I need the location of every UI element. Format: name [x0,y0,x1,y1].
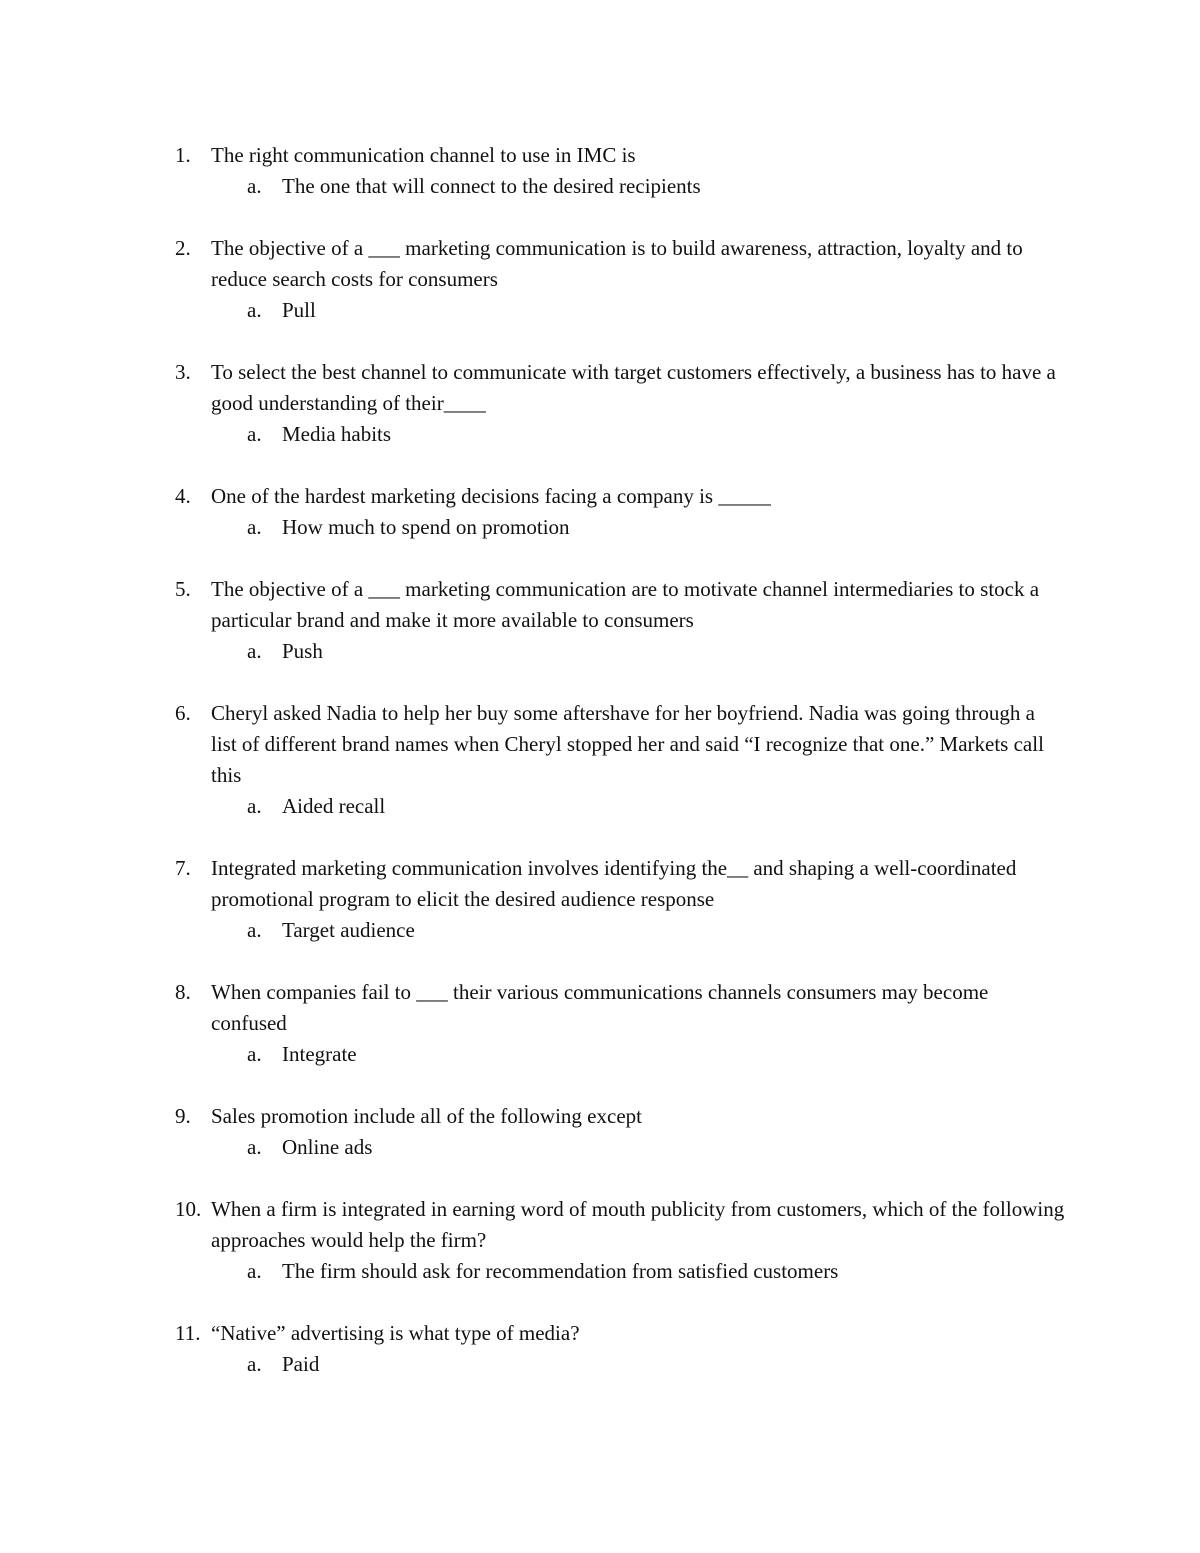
question-line [175,233,1075,295]
question-line [175,574,1075,636]
question-item [175,698,1075,822]
answer-line [175,1039,1075,1070]
question-item [175,233,1075,326]
question-text: Sales promotion include all of the following except [211,1104,642,1128]
answer-letter: a. [247,794,262,818]
question-number: 5. [175,577,191,601]
answer-letter: a. [247,1135,262,1159]
answer-letter: a. [247,515,262,539]
question-text: The right communication channel to use in IMC is [211,143,636,167]
question-item [175,140,1075,202]
answer-letter: a. [247,918,262,942]
answer-text: Integrate [282,1042,357,1066]
question-text: One of the hardest marketing decisions facing a company is _____ [211,484,771,508]
question-number: 2. [175,236,191,260]
question-line [175,698,1075,791]
question-line [175,140,1075,171]
question-number: 3. [175,360,191,384]
answer-line [175,1256,1075,1287]
answer-letter: a. [247,1042,262,1066]
answer-letter: a. [247,174,262,198]
answer-text: Online ads [282,1135,373,1159]
question-line [175,481,1075,512]
answer-text: Media habits [282,422,392,446]
question-text: The objective of a ___ marketing communication is to build awareness, attraction, loyalty and to reduce search costs for consumers [211,236,1023,291]
answer-line [175,295,1075,326]
question-item [175,357,1075,450]
answer-text: How much to spend on promotion [282,515,570,539]
question-text: “Native” advertising is what type of media? [211,1321,580,1345]
answer-letter: a. [247,639,262,663]
question-line [175,357,1075,419]
question-item [175,481,1075,543]
question-item [175,1101,1075,1163]
answer-line [175,171,1075,202]
question-text: The objective of a ___ marketing communication are to motivate channel intermediaries to stock a particular brand and make it more available to consumers [211,577,1040,632]
answer-letter: a. [247,1352,262,1376]
question-line [175,977,1075,1039]
question-line [175,1194,1075,1256]
answer-line [175,419,1075,450]
question-number: 9. [175,1104,191,1128]
question-text: Cheryl asked Nadia to help her buy some aftershave for her boyfriend. Nadia was going through a list of different brand names when Cheryl stopped her and said “I recognize that one.” Markets call this [211,701,1044,787]
question-item [175,574,1075,667]
answer-text: The firm should ask for recommendation from satisfied customers [282,1259,839,1283]
question-text: To select the best channel to communicate with target customers effectively, a business has to have a good understanding of their____ [211,360,1056,415]
question-text: Integrated marketing communication involves identifying the__ and shaping a well-coordinated promotional program to elicit the desired audience response [211,856,1017,911]
question-line [175,853,1075,915]
question-number: 11. [175,1321,201,1345]
question-number: 7. [175,856,191,880]
answer-letter: a. [247,298,262,322]
answer-line [175,1349,1075,1380]
question-number: 10. [175,1197,202,1221]
answer-line [175,791,1075,822]
question-item [175,977,1075,1070]
answer-text: Target audience [282,918,415,942]
question-number: 4. [175,484,191,508]
answer-text: Paid [282,1352,320,1376]
question-number: 6. [175,701,191,725]
answer-line [175,1132,1075,1163]
question-line [175,1101,1075,1132]
answer-letter: a. [247,422,262,446]
question-number: 8. [175,980,191,1004]
answer-line [175,636,1075,667]
answer-text: Aided recall [282,794,386,818]
answer-text: Pull [282,298,316,322]
answer-text: Push [282,639,323,663]
question-item [175,1194,1075,1287]
question-text: When companies fail to ___ their various communications channels consumers may become confused [211,980,989,1035]
answer-letter: a. [247,1259,262,1283]
question-line [175,1318,1075,1349]
answer-line [175,512,1075,543]
question-text: When a firm is integrated in earning word of mouth publicity from customers, which of the following approaches would help the firm? [211,1197,1065,1252]
answer-text: The one that will connect to the desired recipients [282,174,701,198]
question-number: 1. [175,143,191,167]
question-item [175,853,1075,946]
question-item [175,1318,1075,1380]
question-list [175,140,1075,1411]
answer-line [175,915,1075,946]
